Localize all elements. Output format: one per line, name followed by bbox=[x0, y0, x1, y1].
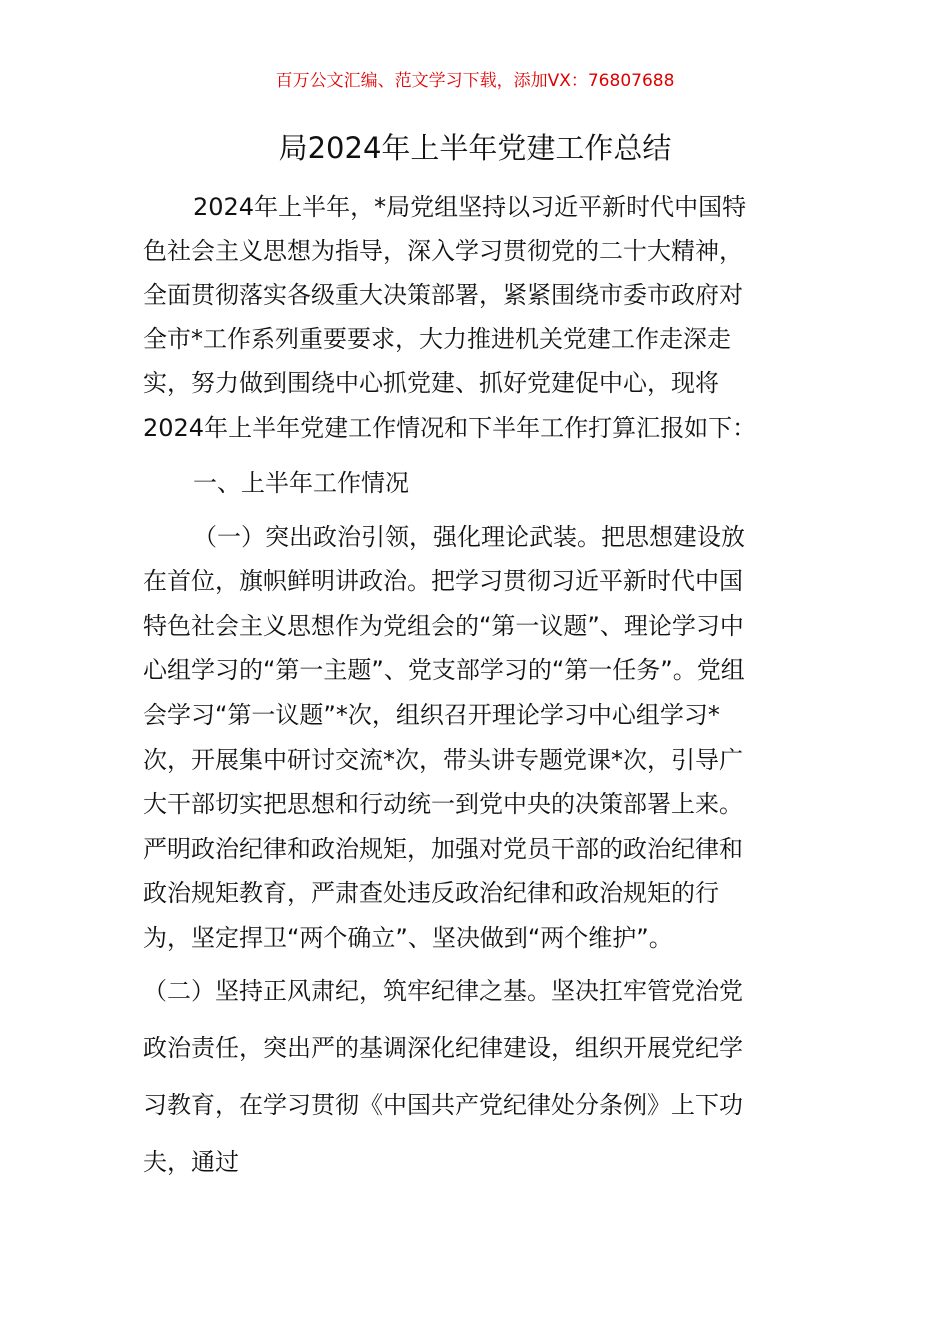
paragraph-line: 全面贯彻落实各级重大决策部署，紧紧围绕市委市政府对 bbox=[143, 281, 743, 309]
paragraph-line: 在首位，旗帜鲜明讲政治。把学习贯彻习近平新时代中国 bbox=[143, 567, 743, 595]
paragraph-line: （一）突出政治引领，强化理论武装。把思想建设放 bbox=[193, 523, 745, 551]
paragraph-line: 特色社会主义思想作为党组会的“第一议题”、理论学习中 bbox=[143, 612, 744, 640]
document-title: 局2024年上半年党建工作总结 bbox=[278, 131, 672, 165]
header-watermark-note: 百万公文汇编、范文学习下载，添加VX：76807688 bbox=[275, 71, 675, 91]
section-heading: 一、上半年工作情况 bbox=[193, 469, 409, 497]
paragraph-line: （二）坚持正风肃纪，筑牢纪律之基。坚决扛牢管党治党 bbox=[143, 977, 743, 1005]
paragraph-line: 会学习“第一议题”*次，组织召开理论学习中心组学习* bbox=[143, 701, 720, 729]
paragraph-line: 政治责任，突出严的基调深化纪律建设，组织开展党纪学 bbox=[143, 1034, 743, 1062]
paragraph-line: 2024年上半年党建工作情况和下半年工作打算汇报如下： bbox=[143, 414, 757, 442]
paragraph-line: 色社会主义思想为指导，深入学习贯彻党的二十大精神， bbox=[143, 237, 743, 265]
paragraph-line: 心组学习的“第一主题”、党支部学习的“第一任务”。党组 bbox=[143, 656, 745, 684]
paragraph-line: 次，开展集中研讨交流*次，带头讲专题党课*次，引导广 bbox=[143, 746, 743, 774]
paragraph-line: 实，努力做到围绕中心抓党建、抓好党建促中心，现将 bbox=[143, 369, 719, 397]
paragraph-line: 大干部切实把思想和行动统一到党中央的决策部署上来。 bbox=[143, 790, 743, 818]
paragraph-line: 严明政治纪律和政治规矩，加强对党员干部的政治纪律和 bbox=[143, 835, 743, 863]
paragraph-line: 习教育，在学习贯彻《中国共产党纪律处分条例》上下功 bbox=[143, 1091, 743, 1119]
paragraph-line: 为，坚定捍卫“两个确立”、坚决做到“两个维护”。 bbox=[143, 924, 673, 952]
paragraph-line: 全市*工作系列重要要求，大力推进机关党建工作走深走 bbox=[143, 325, 731, 353]
paragraph-line: 政治规矩教育，严肃查处违反政治纪律和政治规矩的行 bbox=[143, 879, 719, 907]
paragraph-line: 夫，通过 bbox=[143, 1148, 239, 1176]
paragraph-line: 2024年上半年，*局党组坚持以习近平新时代中国特 bbox=[193, 193, 747, 221]
